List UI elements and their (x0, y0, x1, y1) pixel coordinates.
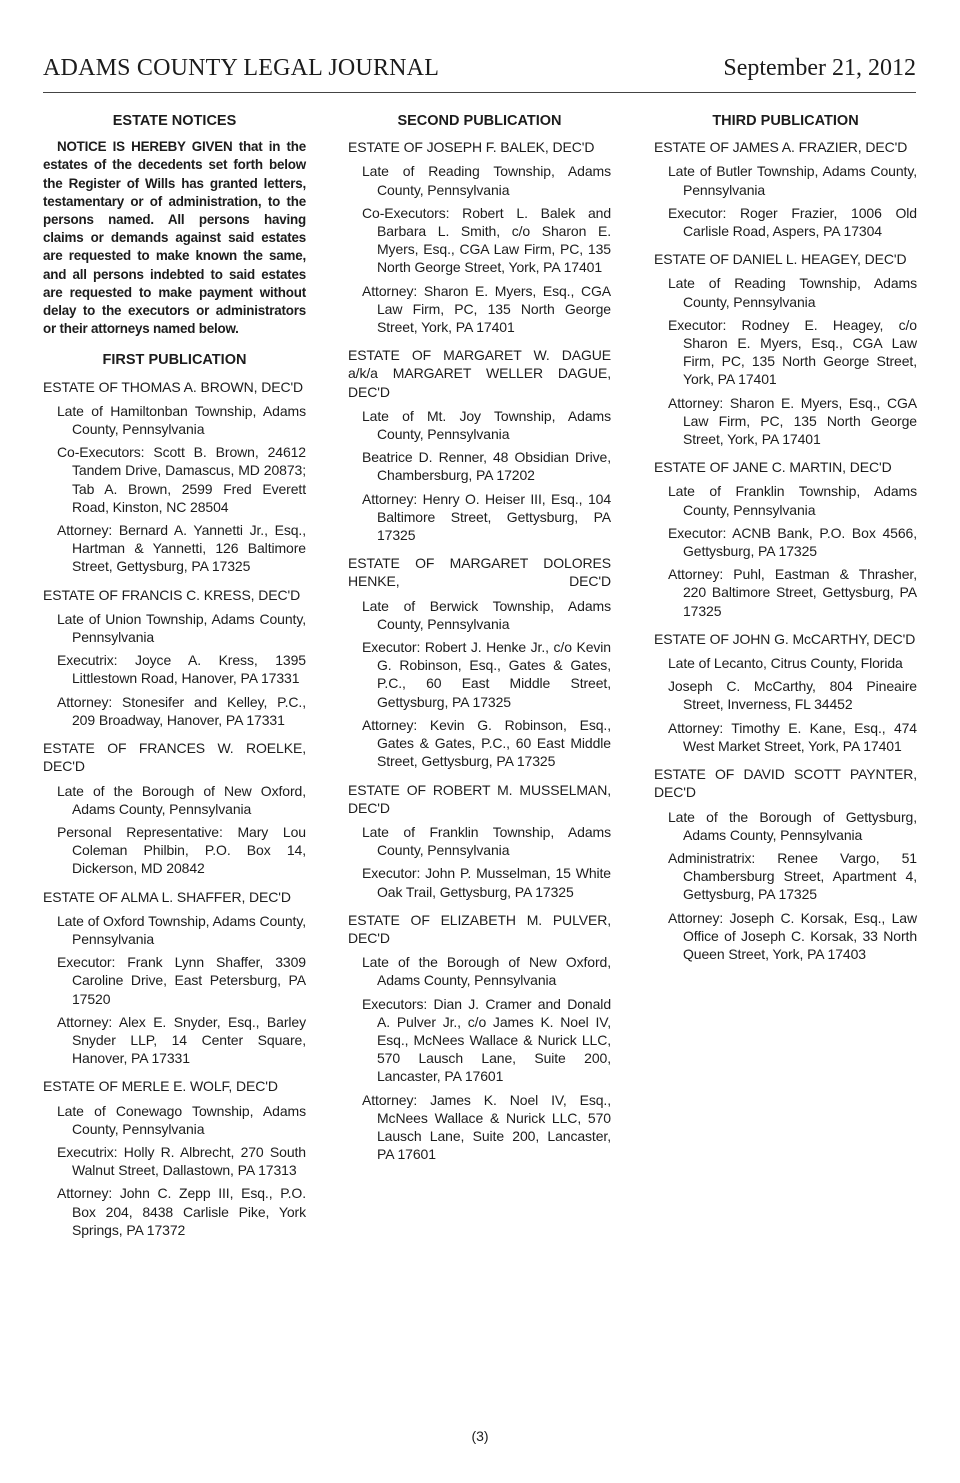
column-first-publication (43, 112, 306, 1249)
estate-detail: Late of the Borough of New Oxford, Adams County, Pennsylvania (362, 954, 611, 989)
publication-heading: THIRD PUBLICATION (712, 113, 859, 129)
estate-detail: Attorney: John C. Zepp III, Esq., P.O. Box 204, 8438 Carlisle Pike, York Springs, PA 17372 (57, 1185, 306, 1238)
estate-detail: Attorney: Puhl, Eastman & Thrasher, 220 Baltimore Street, Gettysburg, PA 17325 (668, 566, 917, 619)
estate-detail: Late of the Borough of Gettysburg, Adams County, Pennsylvania (668, 808, 917, 843)
estate-list (654, 138, 917, 963)
estate-entry (654, 250, 917, 448)
estate-detail: Executor: Rodney E. Heagey, c/o Sharon E. Myers, Esq., CGA Law Firm, PC, 135 North George Street, York, PA 17401 (668, 316, 917, 388)
column-second-publication (348, 112, 611, 1173)
estate-name: ESTATE OF THOMAS A. BROWN, DEC'D (43, 378, 304, 395)
estate-detail: Attorney: Stonesifer and Kelley, P.C., 209 Broadway, Hanover, PA 17331 (57, 693, 306, 728)
estate-detail: Late of Reading Township, Adams County, Pennsylvania (668, 275, 917, 310)
estate-detail: Attorney: Kevin G. Robinson, Esq., Gates & Gates, P.C., 60 East Middle Street, Gettysburg, PA 17325 (362, 716, 611, 770)
estate-name: ESTATE OF ROBERT M. MUSSELMAN, DEC'D (348, 781, 611, 816)
estate-detail: Late of Hamiltonban Township, Adams County, Pennsylvania (57, 402, 306, 438)
estate-detail: Attorney: Henry O. Heiser III, Esq., 104 Baltimore Street, Gettysburg, PA 17325 (362, 490, 611, 544)
estate-entry (43, 378, 306, 576)
estate-detail: Executors: Dian J. Cramer and Donald A. Pulver Jr., c/o James K. Noel IV, Esq., McNees Wallace & Nurick LLC, 570 Lausch Lane, Suite 200, Lancaster, PA 17601 (362, 995, 611, 1085)
estate-detail: Attorney: Alex E. Snyder, Esq., Barley Snyder LLP, 14 Center Square, Hanover, PA 17331 (57, 1013, 306, 1067)
estate-entry (348, 781, 611, 901)
estate-entry (43, 739, 306, 877)
estate-detail: Late of Mt. Joy Township, Adams County, Pennsylvania (362, 407, 611, 443)
column-third-publication (654, 112, 917, 973)
estate-detail: Attorney: Timothy E. Kane, Esq., 474 West Market Street, York, PA 17401 (668, 719, 917, 754)
estate-entry (654, 630, 917, 755)
estate-detail: Attorney: Sharon E. Myers, Esq., CGA Law Firm, PC, 135 North George Street, York, PA 17401 (668, 394, 917, 448)
estate-detail: Joseph C. McCarthy, 804 Pineaire Street, Inverness, FL 34452 (668, 678, 917, 713)
estate-name: ESTATE OF JAMES A. FRAZIER, DEC'D (654, 139, 908, 156)
estate-detail: Attorney: James K. Noel IV, Esq., McNees Wallace & Nurick LLC, 570 Lausch Lane, Suite 200, Lancaster, PA 17601 (362, 1091, 611, 1163)
notice-intro: NOTICE IS HEREBY GIVEN that in the estates of the decedents set forth below the Register of Wills has granted letters, testamentary or of administration, to the persons named. All persons having claims or demands against said estates are requested to make known the same, and all persons indebted to said estates are requested to make payment without delay to the executors or administrators or their attorneys named below. (43, 139, 306, 337)
publication-heading: FIRST PUBLICATION (102, 352, 247, 369)
estate-list (43, 378, 306, 1239)
estate-detail: Executrix: Holly R. Albrecht, 270 South Walnut Street, Dallastown, PA 17313 (57, 1143, 306, 1179)
estate-detail: Attorney: Bernard A. Yannetti Jr., Esq., Hartman & Yannetti, 126 Baltimore Street, Gettysburg, PA 17325 (57, 522, 306, 575)
estate-detail: Late of Oxford Township, Adams County, Pennsylvania (57, 912, 306, 947)
estate-detail: Co-Executors: Scott B. Brown, 24612 Tandem Drive, Damascus, MD 20873; Tab A. Brown, 2599 Fred Everett Road, Kinston, NC 28504 (57, 444, 306, 515)
journal-title: ADAMS COUNTY LEGAL JOURNAL (43, 55, 440, 81)
estate-name: ESTATE OF FRANCES W. ROELKE, DEC'D (43, 740, 306, 775)
estate-detail: Attorney: Sharon E. Myers, Esq., CGA Law Firm, PC, 135 North George Street, York, PA 17401 (362, 282, 611, 336)
estate-detail: Executrix: Joyce A. Kress, 1395 Littlestown Road, Hanover, PA 17331 (57, 652, 306, 687)
estate-entry (43, 888, 306, 1068)
estate-list (348, 138, 611, 1163)
estate-entry (348, 346, 611, 544)
estate-detail: Executor: ACNB Bank, P.O. Box 4566, Gettysburg, PA 17325 (668, 524, 917, 560)
estate-entry (348, 138, 611, 336)
estate-name: ESTATE OF MARGARET W. DAGUE a/k/a MARGARET WELLER DAGUE, DEC'D (348, 347, 611, 400)
estate-detail: Attorney: Joseph C. Korsak, Esq., Law Office of Joseph C. Korsak, 33 North Queen Street, York, PA 17403 (668, 909, 917, 962)
estate-entry (654, 458, 917, 620)
page-number: (3) (471, 1428, 489, 1444)
estate-entry (654, 138, 917, 240)
estate-name: ESTATE OF ELIZABETH M. PULVER, DEC'D (348, 911, 611, 946)
estate-name: ESTATE OF ALMA L. SHAFFER, DEC'D (43, 888, 291, 905)
estate-detail: Late of Franklin Township, Adams County, Pennsylvania (668, 483, 917, 518)
estate-name: ESTATE OF JANE C. MARTIN, DEC'D (654, 459, 892, 476)
estate-detail: Late of Reading Township, Adams County, Pennsylvania (362, 163, 611, 198)
estate-detail: Late of the Borough of New Oxford, Adams County, Pennsylvania (57, 782, 306, 817)
estate-entry (654, 765, 917, 963)
estate-detail: Late of Butler Township, Adams County, Pennsylvania (668, 163, 917, 198)
estate-name: ESTATE OF JOHN G. McCARTHY, DEC'D (654, 630, 916, 647)
estate-name: ESTATE OF DAVID SCOTT PAYNTER, DEC'D (654, 766, 917, 801)
estate-detail: Co-Executors: Robert L. Balek and Barbara L. Smith, c/o Sharon E. Myers, Esq., CGA Law Firm, PC, 135 North George Street, York, PA 17401 (362, 204, 611, 276)
estate-detail: Executor: John P. Musselman, 15 White Oak Trail, Gettysburg, PA 17325 (362, 865, 611, 900)
estate-detail: Executor: Robert J. Henke Jr., c/o Kevin G. Robinson, Esq., Gates & Gates, P.C., 60 East Middle Street, Gettysburg, PA 17325 (362, 639, 611, 710)
estate-detail: Beatrice D. Renner, 48 Obsidian Drive, Chambersburg, PA 17202 (362, 449, 611, 484)
issue-date: September 21, 2012 (723, 55, 916, 81)
estate-detail: Late of Union Township, Adams County, Pennsylvania (57, 610, 306, 646)
estate-entry (43, 586, 306, 729)
page-header (43, 52, 916, 93)
estate-detail: Late of Lecanto, Citrus County, Florida (668, 655, 903, 672)
estate-entry (43, 1077, 306, 1239)
estate-detail: Executor: Frank Lynn Shaffer, 3309 Caroline Drive, East Petersburg, PA 17520 (57, 954, 306, 1007)
estate-name: ESTATE OF MERLE E. WOLF, DEC'D (43, 1078, 278, 1095)
estate-detail: Executor: Roger Frazier, 1006 Old Carlisle Road, Aspers, PA 17304 (668, 204, 917, 240)
estate-entry (348, 911, 611, 1164)
estate-name: ESTATE OF DANIEL L. HEAGEY, DEC'D (654, 251, 907, 268)
estate-detail: Administratrix: Renee Vargo, 51 Chambersburg Street, Apartment 4, Gettysburg, PA 17325 (668, 849, 917, 903)
estate-detail: Late of Franklin Township, Adams County, Pennsylvania (362, 823, 611, 859)
estate-entry (348, 554, 611, 770)
estate-name: ESTATE OF JOSEPH F. BALEK, DEC'D (348, 139, 595, 156)
estate-detail: Late of Conewago Township, Adams County, Pennsylvania (57, 1102, 306, 1137)
publication-heading: SECOND PUBLICATION (397, 113, 562, 129)
estate-detail: Late of Berwick Township, Adams County, Pennsylvania (362, 597, 611, 632)
section-heading: ESTATE NOTICES (112, 113, 237, 129)
estate-detail: Personal Representative: Mary Lou Coleman Philbin, P.O. Box 14, Dickerson, MD 20842 (57, 823, 306, 877)
estate-name: ESTATE OF FRANCIS C. KRESS, DEC'D (43, 586, 301, 603)
estate-name: ESTATE OF MARGARET DOLORES HENKE, DEC'D (348, 555, 611, 590)
